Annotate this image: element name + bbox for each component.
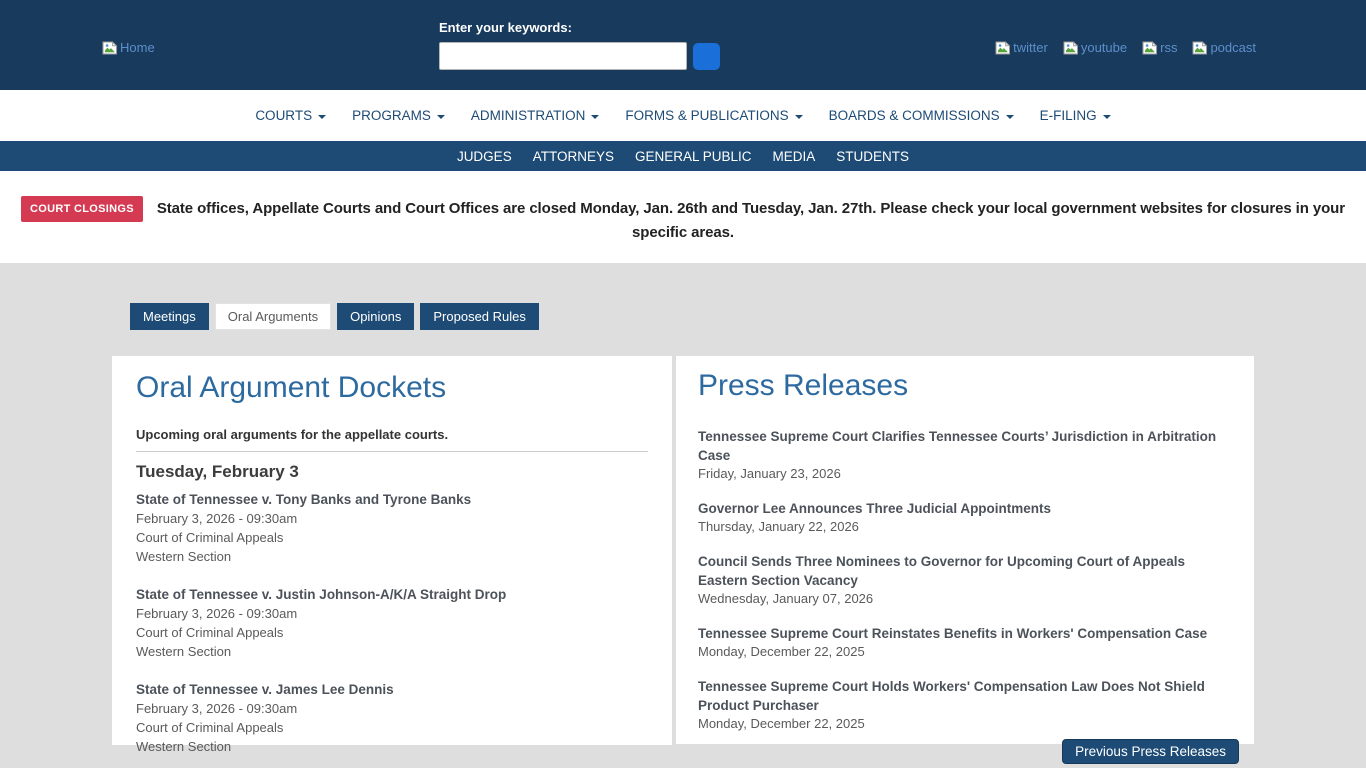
site-header [0, 0, 1366, 90]
podcast-link-label: podcast [1210, 40, 1256, 55]
tab-band [0, 263, 1366, 356]
nav-courts[interactable] [255, 108, 326, 123]
press-release-item [698, 427, 1228, 482]
nav-boards-commissions-label: BOARDS & COMMISSIONS [828, 108, 1000, 123]
case-title-link[interactable]: State of Tennessee v. Tony Banks and Tyrone Banks [136, 492, 472, 507]
tab-oral-arguments[interactable]: Oral Arguments [215, 303, 331, 330]
nav-e-filing-label: E-FILING [1039, 108, 1097, 123]
previous-press-releases-button[interactable]: Previous Press Releases [1062, 739, 1239, 764]
chevron-down-icon [795, 115, 803, 119]
court-closings-alert [0, 171, 1366, 263]
case-section: Western Section [136, 739, 232, 754]
chevron-down-icon [1103, 115, 1111, 119]
broken-image-icon [1142, 41, 1158, 55]
chevron-down-icon [318, 115, 326, 119]
home-link-label: Home [120, 40, 155, 55]
docket-case [136, 491, 648, 566]
oral-argument-dockets-panel [112, 356, 672, 754]
press-release-date: Thursday, January 22, 2026 [698, 519, 859, 534]
tabs [130, 303, 1366, 330]
nav-programs-label: PROGRAMS [352, 108, 431, 123]
press-release-title-link[interactable]: Council Sends Three Nominees to Governor for Upcoming Court of Appeals Eastern Section Vacancy [698, 554, 1186, 588]
chevron-down-icon [1006, 115, 1014, 119]
divider [136, 451, 648, 452]
press-release-item [698, 624, 1228, 660]
press-release-date: Monday, December 22, 2025 [698, 716, 865, 731]
press-release-item [698, 677, 1228, 732]
nav-media[interactable]: MEDIA [772, 148, 816, 164]
twitter-link[interactable] [995, 40, 1048, 55]
nav-e-filing[interactable] [1040, 108, 1111, 123]
press-release-title-link[interactable]: Governor Lee Announces Three Judicial Appointments [698, 501, 1052, 516]
page-title: Oral Argument Dockets [136, 371, 447, 404]
broken-image-icon [102, 41, 118, 55]
main-nav [0, 90, 1366, 141]
twitter-link-label: twitter [1013, 40, 1048, 55]
case-datetime: February 3, 2026 - 09:30am [136, 701, 298, 716]
audience-nav [0, 141, 1366, 171]
rss-link-label: rss [1160, 40, 1178, 55]
search-label: Enter your keywords: [439, 20, 572, 35]
press-release-item [698, 499, 1228, 535]
rss-link[interactable] [1142, 40, 1177, 55]
case-section: Western Section [136, 549, 232, 564]
docket-case [136, 681, 648, 756]
press-release-title-link[interactable]: Tennessee Supreme Court Reinstates Benefits in Workers' Compensation Case [698, 626, 1208, 641]
nav-administration[interactable] [471, 108, 600, 123]
tab-meetings[interactable]: Meetings [130, 303, 209, 330]
dockets-subtitle: Upcoming oral arguments for the appellate courts. [136, 427, 449, 442]
case-court: Court of Criminal Appeals [136, 720, 284, 735]
case-court: Court of Criminal Appeals [136, 625, 284, 640]
nav-students[interactable]: STUDENTS [836, 148, 910, 164]
nav-judges[interactable]: JUDGES [456, 148, 512, 164]
home-link[interactable] [102, 40, 155, 55]
docket-case [136, 586, 648, 661]
case-title-link[interactable]: State of Tennessee v. James Lee Dennis [136, 682, 394, 697]
alert-message: State offices, Appellate Courts and Court Offices are closed Monday, Jan. 26th and Tuesday, Jan. 27th. Please check your local government websites for closures in your specific areas. [156, 200, 1345, 241]
docket-date-heading: Tuesday, February 3 [136, 462, 299, 481]
case-datetime: February 3, 2026 - 09:30am [136, 511, 298, 526]
nav-administration-label: ADMINISTRATION [470, 108, 586, 123]
nav-programs[interactable] [352, 108, 445, 123]
press-releases-panel [676, 356, 1254, 744]
youtube-link[interactable] [1063, 40, 1127, 55]
tab-opinions[interactable]: Opinions [337, 303, 414, 330]
youtube-link-label: youtube [1080, 40, 1128, 55]
press-releases-heading: Press Releases [698, 369, 909, 402]
press-release-title-link[interactable]: Tennessee Supreme Court Clarifies Tennessee Courts’ Jurisdiction in Arbitration Case [698, 429, 1217, 463]
search-button[interactable] [693, 43, 720, 70]
press-release-title-link[interactable]: Tennessee Supreme Court Holds Workers' Compensation Law Does Not Shield Product Purchaser [698, 679, 1205, 713]
search-area [439, 20, 720, 70]
chevron-down-icon [591, 115, 599, 119]
nav-forms-publications-label: FORMS & PUBLICATIONS [625, 108, 789, 123]
chevron-down-icon [437, 115, 445, 119]
case-section: Western Section [136, 644, 232, 659]
press-release-date: Friday, January 23, 2026 [698, 466, 841, 481]
broken-image-icon [1192, 41, 1208, 55]
broken-image-icon [1063, 41, 1079, 55]
press-release-date: Monday, December 22, 2025 [698, 644, 865, 659]
nav-forms-publications[interactable] [625, 108, 802, 123]
nav-courts-label: COURTS [255, 108, 313, 123]
case-court: Court of Criminal Appeals [136, 530, 284, 545]
tab-proposed-rules[interactable]: Proposed Rules [420, 303, 539, 330]
nav-boards-commissions[interactable] [829, 108, 1014, 123]
case-title-link[interactable]: State of Tennessee v. Justin Johnson-A/K/A Straight Drop [136, 587, 507, 602]
social-links [995, 40, 1256, 55]
nav-attorneys[interactable]: ATTORNEYS [532, 148, 614, 164]
case-datetime: February 3, 2026 - 09:30am [136, 606, 298, 621]
press-release-date: Wednesday, January 07, 2026 [698, 591, 874, 606]
search-input[interactable] [439, 42, 687, 70]
broken-image-icon [995, 41, 1011, 55]
press-release-item [698, 552, 1228, 607]
podcast-link[interactable] [1192, 40, 1256, 55]
nav-general-public[interactable]: GENERAL PUBLIC [634, 148, 752, 164]
court-closings-badge: COURT CLOSINGS [21, 196, 143, 222]
